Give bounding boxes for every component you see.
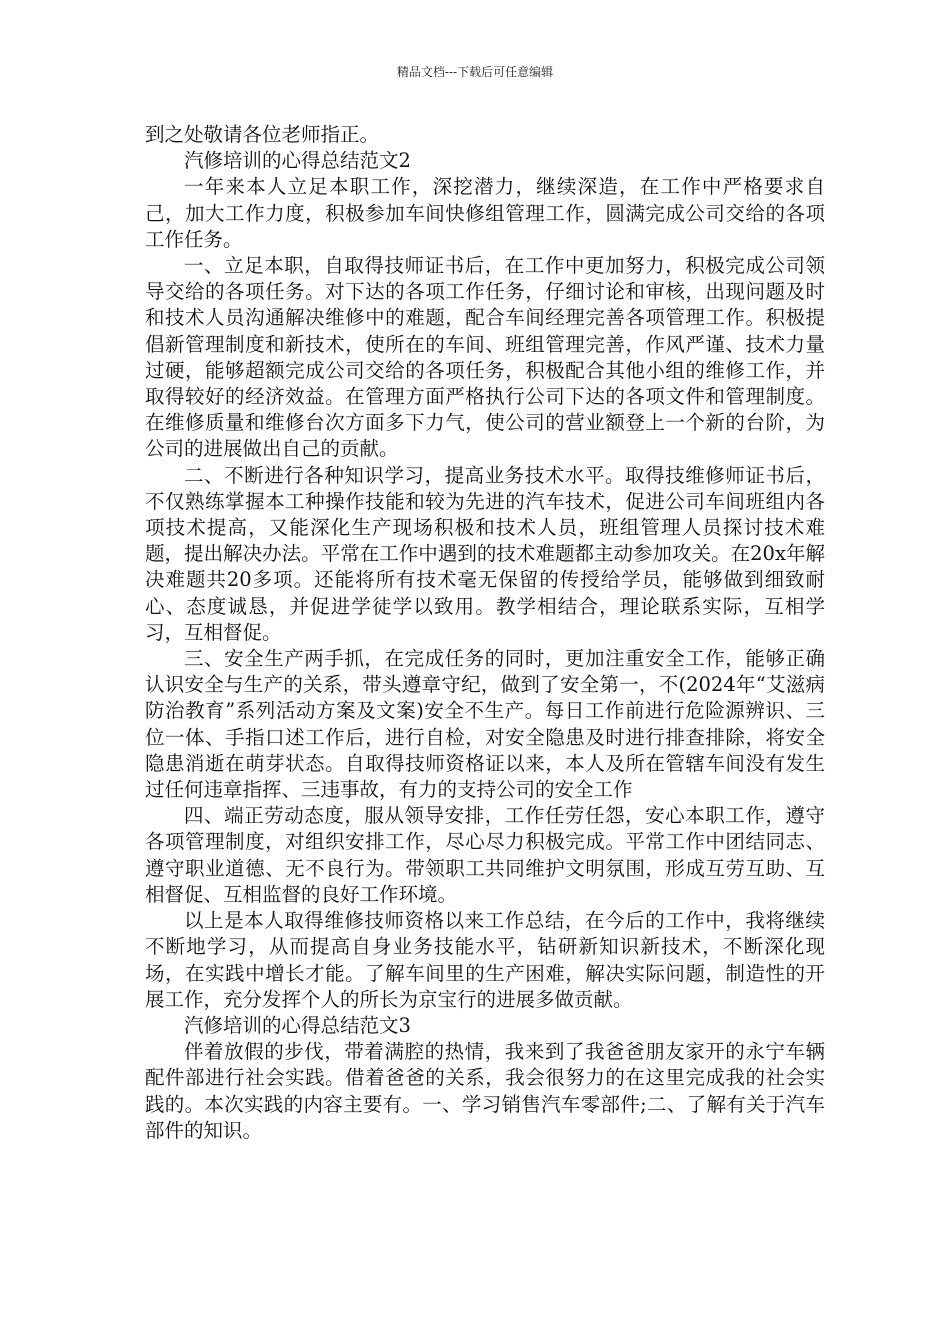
paragraph-point-1: 一、立足本职，自取得技师证书后，在工作中更加努力，积极完成公司领导交给的各项任务。对下达的各项工作任务，仔细讨论和审核，出现问题及时和技术人员沟通解决维修中的难题，配合车间经理完善各项管理工作。积极提倡新管理制度和新技术，使所在的车间、班组管理完善，作风严谨、技术力量过硬，能够超额完成公司交给的各项任务，积极配合其他小组的维修工作，并取得较好的经济效益。在管理方面严格执行公司下达的各项文件和管理制度。在维修质量和维修台次方面多下力气，使公司的营业额登上一个新的台阶，为公司的进展做出自己的贡献。 [145, 254, 825, 461]
section-heading-3: 汽修培训的心得总结范文3 [184, 1013, 411, 1037]
page-header: 精品文档---下载后可任意编辑 [396, 65, 554, 79]
paragraph-conclusion: 以上是本人取得维修技师资格以来工作总结，在今后的工作中，我将继续不断地学习，从而提高自身业务技能水平，钻研新知识新技术，不断深化现场，在实践中增长才能。了解车间里的生产困难，解决实际问题，制造性的开展工作，充分发挥个人的所长为京宝行的进展多做贡献。 [145, 909, 825, 1011]
paragraph-summary: 一年来本人立足本职工作，深挖潜力，继续深造，在工作中严格要求自己，加大工作力度，积极参加车间快修组管理工作，圆满完成公司交给的各项工作任务。 [145, 175, 825, 251]
section-heading-2: 汽修培训的心得总结范文2 [184, 149, 411, 173]
paragraph-practice: 伴着放假的步伐，带着满腔的热情，我来到了我爸爸朋友家开的永宁车辆配件部进行社会实践。借着爸爸的关系，我会很努力的在这里完成我的社会实践的。本次实践的内容主要有。一、学习销售汽车零部件;二、了解有关于汽车部件的知识。 [145, 1040, 825, 1142]
paragraph-point-4: 四、端正劳动态度，服从领导安排，工作任劳任怨，安心本职工作，遵守各项管理制度，对组织安排工作，尽心尽力积极完成。平常工作中团结同志、遵守职业道德、无不良行为。带领职工共同维护文明氛围，形成互劳互助、互相督促、互相监督的良好工作环境。 [145, 804, 825, 906]
paragraph-intro-tail: 到之处敬请各位老师指正。 [145, 123, 380, 146]
paragraph-point-3: 三、安全生产两手抓，在完成任务的同时，更加注重安全工作，能够正确认识安全与生产的关系，带头遵章守纪，做到了安全第一，不(2024年“艾滋病防治教育”系列活动方案及文案)安全不生产。每日工作前进行危险源辨识、三位一体、手指口述工作后，进行自检，对安全隐患及时进行排查排除，将安全隐患消逝在萌芽状态。自取得技师资格证以来，本人及所在管辖车间没有发生过任何违章指挥、三违事故，有力的支持公司的安全工作 [145, 647, 825, 802]
paragraph-point-2: 二、不断进行各种知识学习，提高业务技术水平。取得技维修师证书后，不仅熟练掌握本工种操作技能和较为先进的汽车技术，促进公司车间班组内各项技术提高，又能深化生产现场积极和技术人员，班组管理人员探讨技术难题，提出解决办法。平常在工作中遇到的技术难题都主动参加攻关。在20x年解决难题共20多项。还能将所有技术毫无保留的传授给学员，能够做到细致耐心、态度诚恳，并促进学徒学以致用。教学相结合，理论联系实际，互相学习，互相督促。 [145, 463, 825, 644]
document-body [145, 122, 825, 1144]
